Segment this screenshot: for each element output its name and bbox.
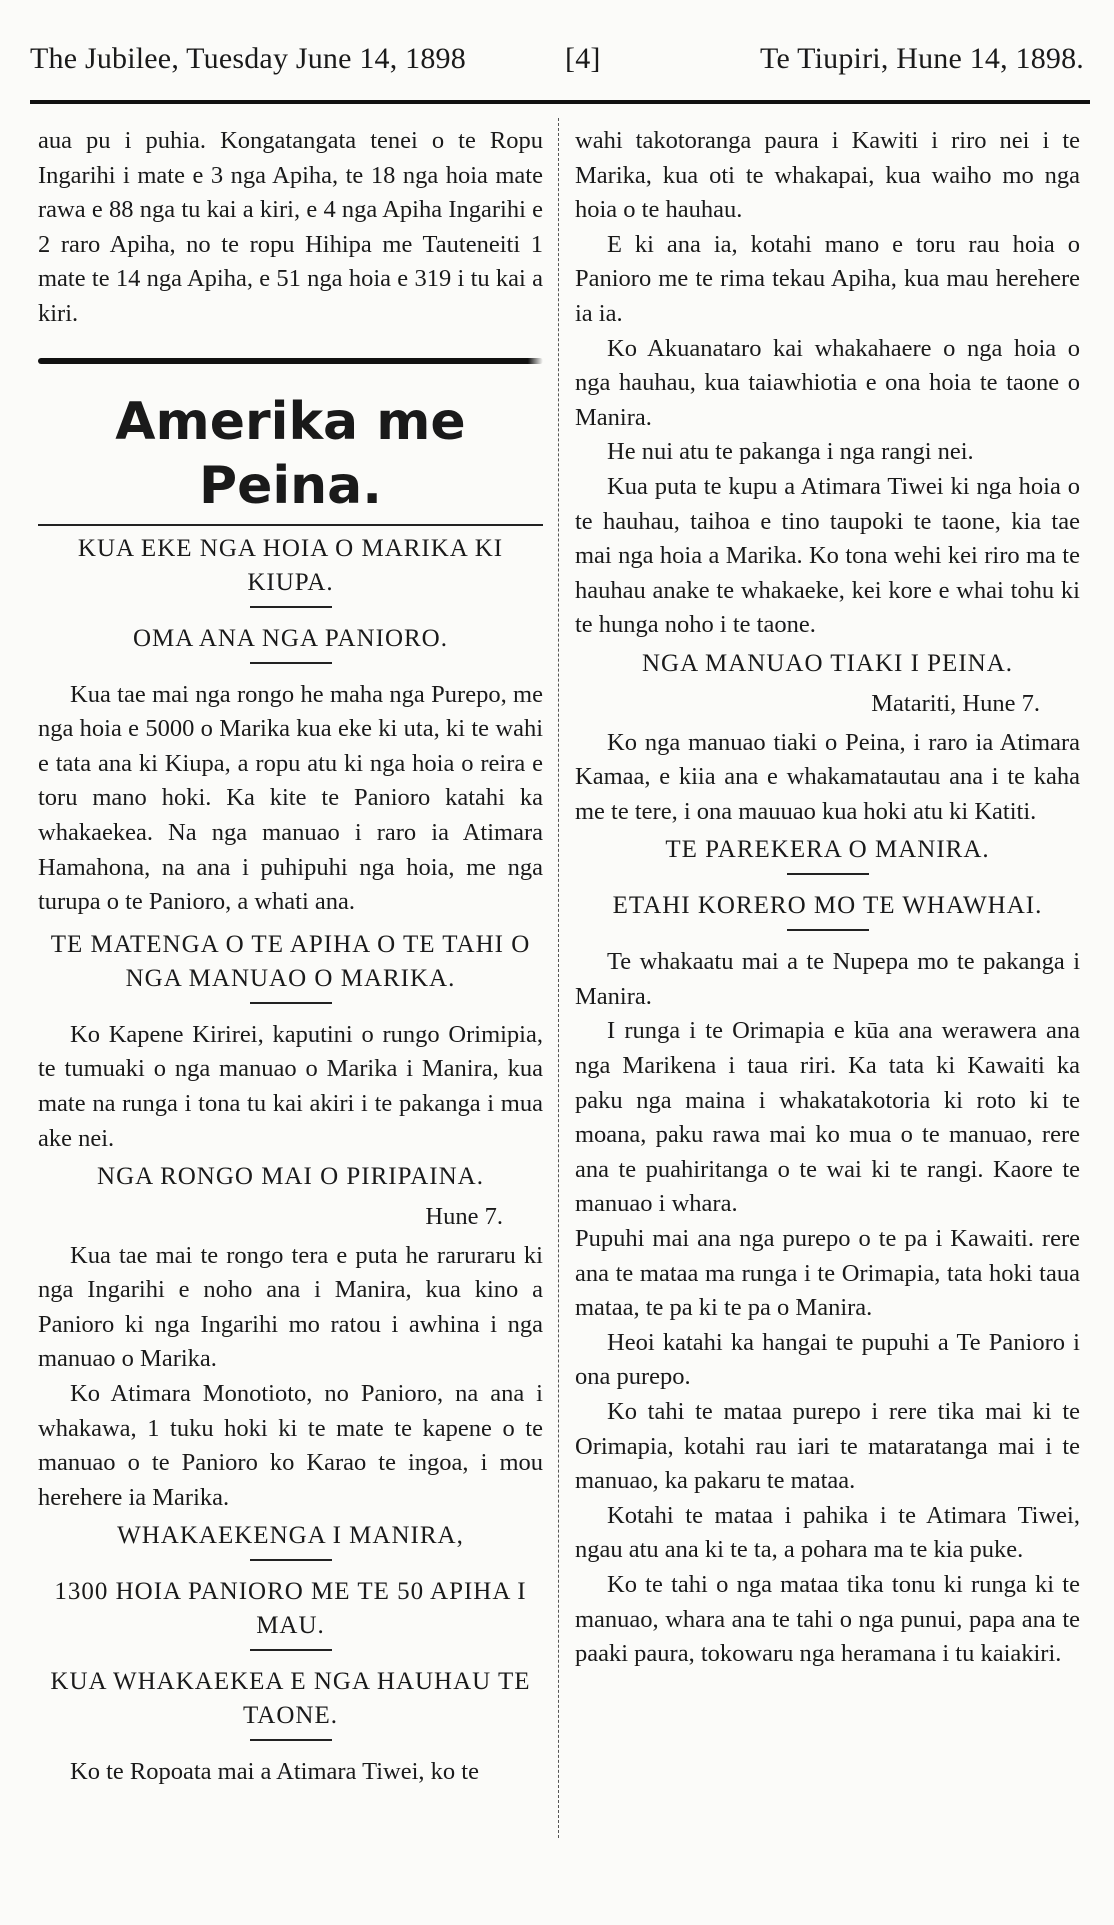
paragraph: I runga i te Orimapia e kūa ana werawera ana nga Marikena i taua riri. Ka tata ki Kawaiti ka paku nga maina i whakatakotoria ki roto ki te moana, paku rawa mai ko mua o te manuao, rere ana te puahiritanga o te wai ki te rangi. Kaore te manuao i whara. [575,1017,1080,1218]
short-divider [250,1002,332,1004]
section-heading: OMA ANA NGA PANIORO. [133,624,448,652]
section-heading: TE MATENGA O TE APIHA O TE TAHI O NGA MANUAO O MARIKA. [50,930,531,992]
header-rule [30,100,1090,104]
paragraph: Kua puta te kupu a Atimara Tiwei ki nga hoia o te hauhau, taihoa e tino taupoki te taone, kia tae mai nga hoia a Marika. Ko tona wehi kei riro ma te hauhau anake te whakaeke, kei kore e whai tohu ki te hunga noho i te taone. [575,472,1080,639]
paragraph: Ko Akuanataro kai whakahaere o nga hoia o nga hauhau, kua taiawhiotia e ona hoia te taone o Manira. [575,334,1080,431]
paragraph: Kotahi te mataa i pahika i te Atimara Tiwei, ngau atu ana ki te ta, a pohara ma te kia puke. [575,1501,1080,1564]
header-left-title: The Jubilee, Tuesday June 14, 1898 [30,42,466,75]
dateline: Hune 7. [425,1203,503,1231]
short-divider [250,1649,332,1651]
dateline: Matariti, Hune 7. [871,689,1040,717]
paragraph: Kua tae mai nga rongo he maha nga Purepo, me nga hoia e 5000 o Marika kua eke ki uta, ki te wahi e tata ana ki Kiupa, a ropu atu ki nga hoia o reira e toru mano hoki. Ka kite te Panioro katahi ka whakaekea. Na nga manuao i raro ia Atimara Hamahona, na ana i puhipuhi nga hoia, me nga turupa o te Panioro, a whati ana. [38,680,543,916]
paragraph: Pupuhi mai ana nga purepo o te pa i Kawaiti. rere ana te mataa ma runga i te Orimapia, tata hoki taua mataa, te pa ki te pa o Manira. [575,1225,1080,1322]
section-heading: 1300 HOIA PANIORO ME TE 50 APIHA I MAU. [54,1578,527,1640]
paragraph: Kua tae mai te rongo tera e puta he raruraru ki nga Ingarihi e noho ana i Manira, kua kino a Panioro ki nga Ingarihi mo ratou i awhina i nga manuao o Marika. [38,1241,543,1373]
section-heading: KUA WHAKAEKEA E NGA HAUHAU TE TAONE. [50,1668,531,1730]
paragraph: E ki ana ia, kotahi mano e toru rau hoia o Panioro me te rima tekau Apiha, kua mau herehere ia ia. [575,230,1080,327]
section-divider [38,358,543,364]
short-divider [250,1739,332,1741]
page-header [30,42,1084,82]
paragraph: Ko nga manuao tiaki o Peina, i raro ia Atimara Kamaa, e kiia ana e whakamatautau ana i te kaha me te tere, i ona mauuao kua hoki atu ki Katiti. [575,728,1080,825]
short-divider [250,662,332,664]
paragraph: Heoi katahi ka hangai te pupuhi a Te Panioro i ona purepo. [575,1328,1080,1391]
paragraph: Ko tahi te mataa purepo i rere tika mai ki te Orimapia, kotahi rau iari te mataratanga mai i te manuao, ka pakaru te mataa. [575,1398,1080,1495]
paragraph: Ko te Ropoata mai a Atimara Tiwei, ko te [70,1758,479,1786]
paragraph: Te whakaatu mai a te Nupepa mo te pakanga i Manira. [575,948,1080,1010]
section-heading: ETAHI KORERO MO TE WHAWHAI. [612,892,1043,920]
paragraph: Ko Kapene Kirirei, kaputini o rungo Orimipia, te tumuaki o nga manuao o Marika i Manira, kua mate na runga i tona tu kai akiri i te pakanga i mua ake nei. [38,1020,543,1152]
section-heading: NGA RONGO MAI O PIRIPAINA. [97,1163,484,1191]
section-heading: TE PAREKERA O MANIRA. [665,836,990,864]
left-column [38,124,543,1790]
short-divider [250,1559,332,1561]
page-number: [4] [565,42,601,75]
column-divider [558,118,559,1838]
short-divider [250,606,332,608]
article-continuation: aua pu i puhia. Kongatangata tenei o te Ropu Ingarihi i mate e 3 nga Apiha, te 18 nga hoia mate rawa e 88 nga tu kai a kiri, e 4 nga Apiha Ingarihi e 2 raro Apiha, no te ropu Hihipa me Tauteneiti 1 mate te 14 nga Apiha, e 51 nga hoia e 319 i tu kai a kiri. [38,127,543,327]
section-heading: NGA MANUAO TIAKI I PEINA. [641,649,1014,677]
section-heading: WHAKAEKENGA I MANIRA, [117,1522,464,1550]
section-heading: KUA EKE NGA HOIA O MARIKA KI KIUPA. [77,534,504,596]
short-divider [787,929,869,931]
paragraph: Ko Atimara Monotioto, no Panioro, na ana i whakawa, 1 tuku hoki ki te mate te kapene o te manuao o te Panioro ko Karao te ingoa, i mou herehere ia Marika. [38,1380,543,1511]
paragraph: Ko te tahi o nga mataa tika tonu ki runga ki te manuao, whara ana te tahi o nga punui, papa ana te paaki paura, tokowaru nga heramana i tu kaiakiri. [575,1570,1080,1668]
header-right-title: Te Tiupiri, Hune 14, 1898. [760,42,1084,75]
right-column [575,124,1080,1672]
paragraph: He nui atu te pakanga i nga rangi nei. [607,438,974,466]
short-divider [787,873,869,875]
article-title: Amerika me Peina. [38,390,543,526]
paragraph: wahi takotoranga paura i Kawiti i riro nei i te Marika, kua oti te whakapai, kua waiho mo nga hoia o te hauhau. [575,127,1080,224]
